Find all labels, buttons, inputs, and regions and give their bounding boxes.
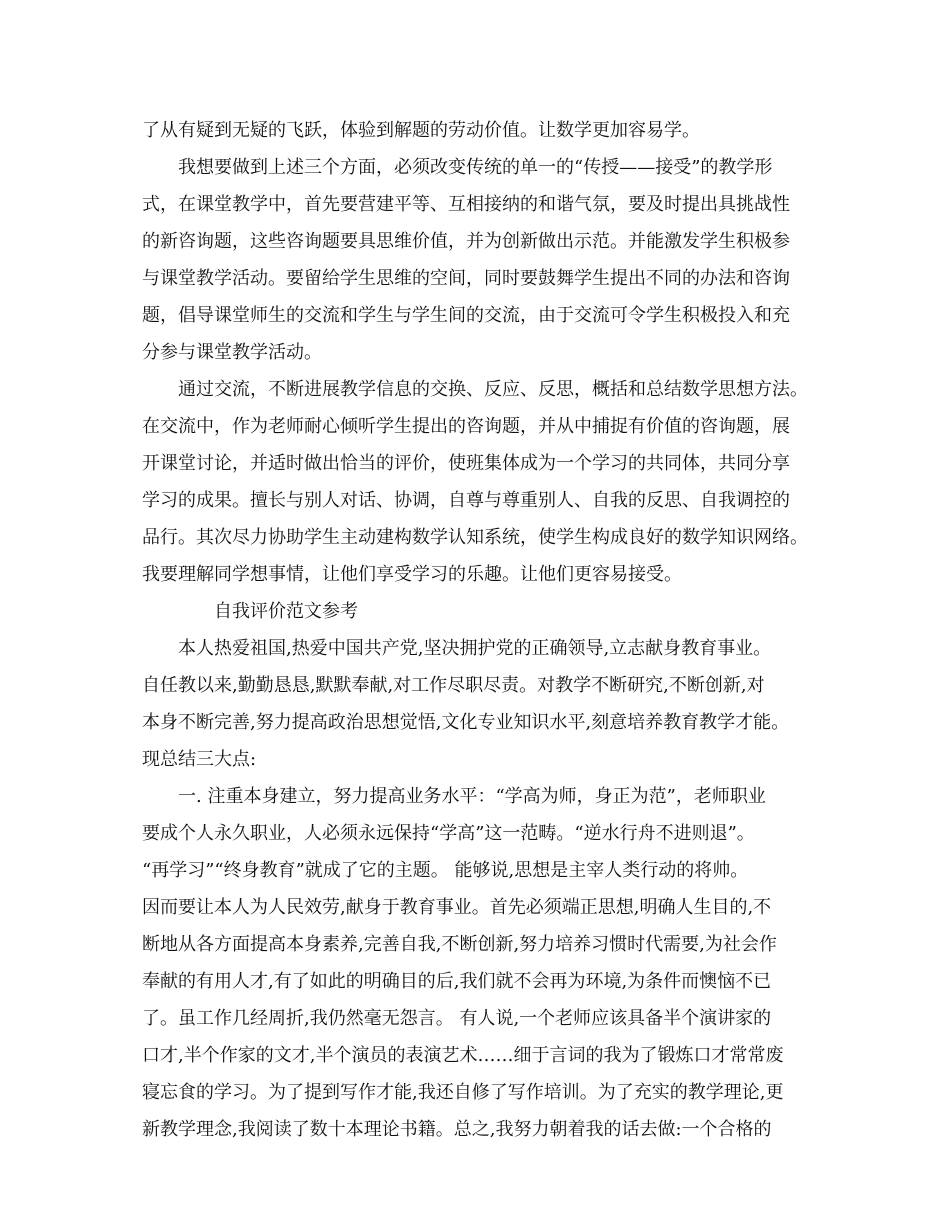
text-line: 的新咨询题，这些咨询题要具思维价值，并为创新做出示范。并能激发学生积极参: [142, 231, 790, 252]
text-line: 开课堂讨论，并适时做出恰当的评价，使班集体成为一个学习的共同体，共同分享: [142, 453, 790, 474]
text-line: 分参与课堂教学活动。: [142, 342, 322, 363]
text-line: 我想要做到上述三个方面，必须改变传统的单一的“传授——接受”的教学形: [178, 157, 773, 178]
text-line: 本人热爱祖国,热爱中国共产党,坚决拥护党的正确领导,立志献身教育事业。: [178, 638, 772, 659]
text-line: 因而要让本人为人民效劳,献身于教育事业。首先必须端正思想,明确人生目的,不: [142, 897, 772, 918]
text-line: 寝忘食的学习。为了提到写作才能,我还自修了写作培训。为了充实的教学理论,更: [142, 1082, 784, 1103]
text-line: 奉献的有用人才,有了如此的明确目的后,我们就不会再为环境,为条件而懊恼不已: [142, 971, 772, 992]
text-line: 与课堂教学活动。要留给学生思维的空间，同时要鼓舞学生提出不同的办法和咨询: [142, 268, 790, 289]
text-line: 在交流中，作为老师耐心倾听学生提出的咨询题，并从中捕捉有价值的咨询题，展: [142, 416, 790, 437]
text-line: 通过交流，不断进展教学信息的交换、反应、反思，概括和总结数学思想方法。: [178, 379, 808, 400]
text-line: 现总结三大点:: [142, 749, 257, 770]
text-line: 我要理解同学想事情，让他们享受学习的乐趣。让他们更容易接受。: [142, 564, 682, 585]
text-line: 了从有疑到无疑的飞跃，体验到解题的劳动价值。让数学更加容易学。: [142, 120, 700, 141]
text-line: 本身不断完善,努力提高政治思想觉悟,文化专业知识水平,刻意培养教育教学才能。: [142, 712, 790, 733]
section-heading: 自我评价范文参考: [214, 601, 358, 622]
text-line: 题，倡导课堂师生的交流和学生与学生间的交流，由于交流可令学生积极投入和充: [142, 305, 790, 326]
text-line: 式，在课堂教学中，首先要营建平等、互相接纳的和谐气氛，要及时提出具挑战性: [142, 194, 790, 215]
text-line: 口才,半个作家的文才,半个演员的表演艺术……细于言词的我为了锻炼口才常常废: [142, 1045, 784, 1066]
text-line: 要成个人永久职业，人必须永远保持“学高”这一范畴。“逆水行舟不进则退”。: [142, 823, 755, 844]
text-line: “再学习”“终身教育”就成了它的主题。 能够说,思想是主宰人类行动的将帅。: [142, 860, 749, 881]
text-line: 学习的成果。擅长与别人对话、协调，自尊与尊重别人、自我的反思、自我调控的: [142, 490, 790, 511]
text-line: 自任教以来,勤勤恳恳,默默奉献,对工作尽职尽责。对教学不断研究,不断创新,对: [142, 675, 765, 696]
text-line: 了。虽工作几经周折,我仍然毫无怨言。 有人说,一个老师应该具备半个演讲家的: [142, 1008, 772, 1029]
text-line: 一. 注重本身建立，努力提高业务水平：“学高为师，身正为范”，老师职业: [178, 786, 766, 807]
text-line: 新教学理念,我阅读了数十本理论书籍。总之,我努力朝着我的话去做:一个合格的: [142, 1119, 772, 1140]
text-line: 断地从各方面提高本身素养,完善自我,不断创新,努力培养习惯时代需要,为社会作: [142, 934, 777, 955]
text-line: 品行。其次尽力协助学生主动建构数学认知系统，使学生构成良好的数学知识网络。: [142, 527, 808, 548]
